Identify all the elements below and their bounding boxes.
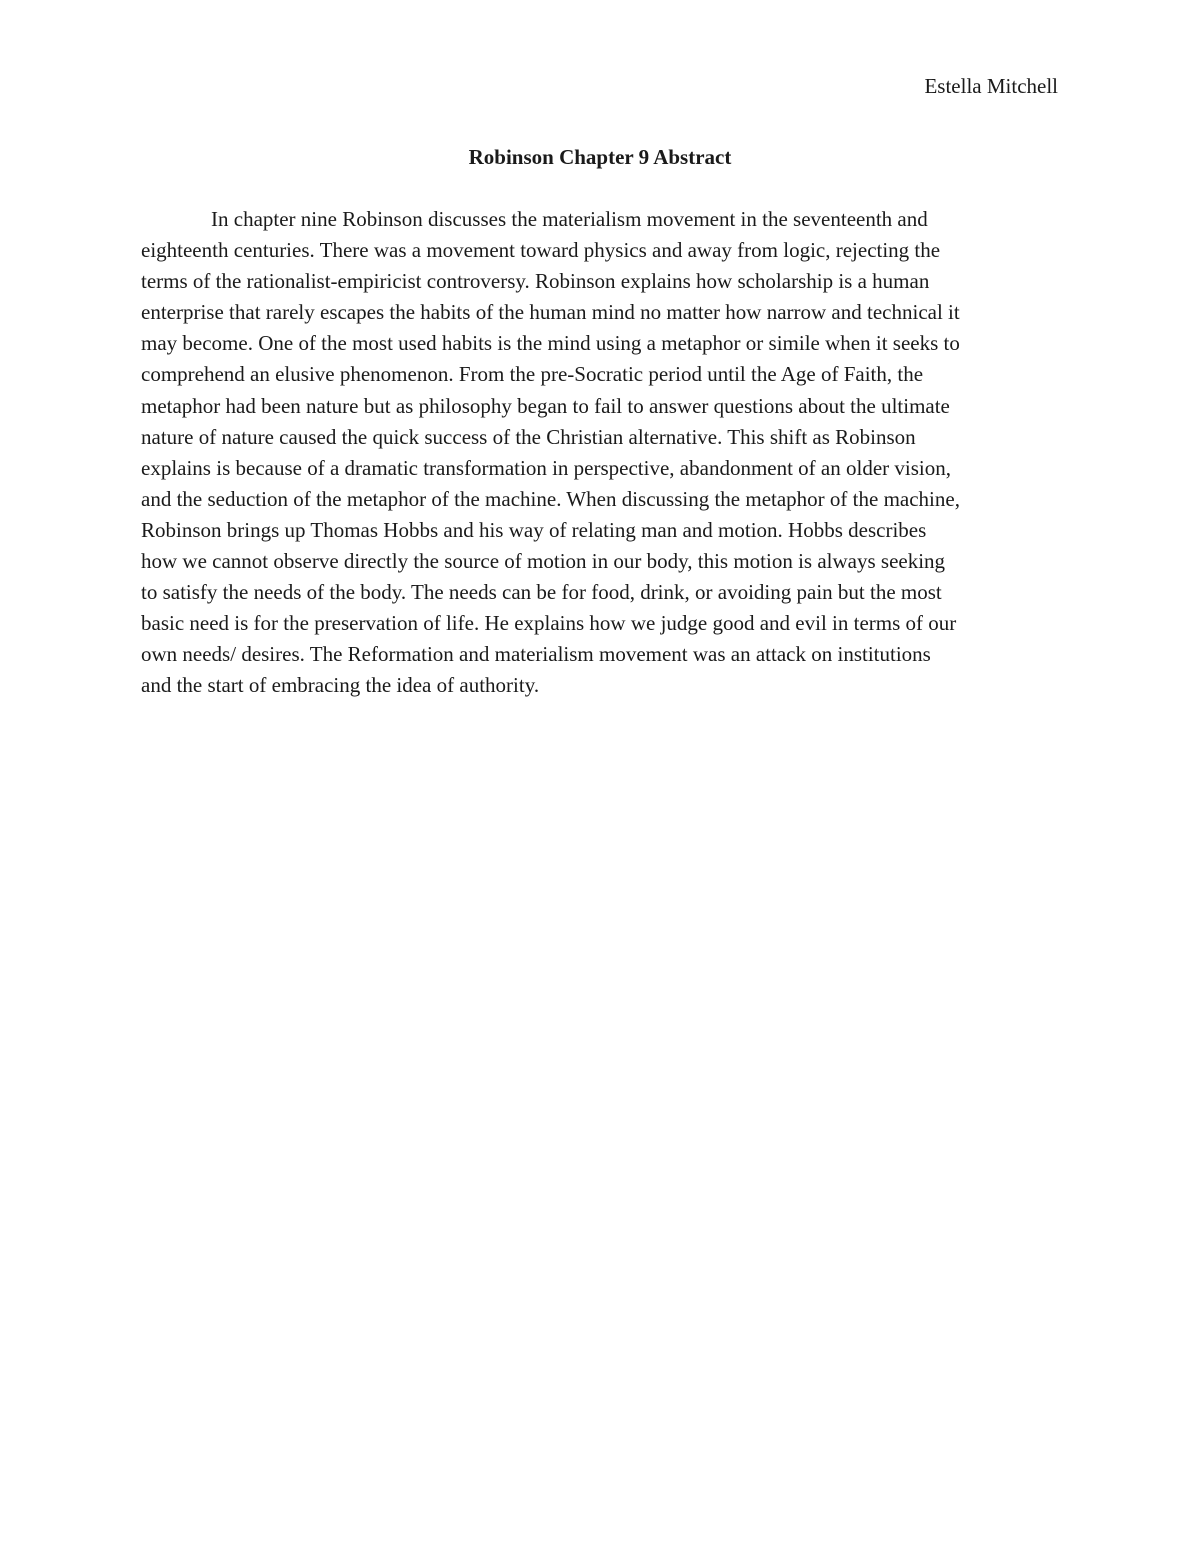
paragraph-line: explains is because of a dramatic transformation in perspective, abandonment of an older vision,: [141, 455, 951, 480]
paragraph-line: eighteenth centuries. There was a movement toward physics and away from logic, rejecting the: [141, 238, 941, 263]
abstract-paragraph: [141, 204, 1071, 702]
paragraph-line: enterprise that rarely escapes the habits of the human mind no matter how narrow and technical it: [141, 300, 960, 325]
paragraph-line: basic need is for the preservation of life. He explains how we judge good and evil in terms of our: [141, 611, 957, 636]
paragraph-line: may become. One of the most used habits is the mind using a metaphor or simile when it seeks to: [141, 331, 960, 356]
paragraph-line: Robinson brings up Thomas Hobbs and his way of relating man and motion. Hobbs describes: [141, 517, 927, 542]
paragraph-line: comprehend an elusive phenomenon. From the pre-Socratic period until the Age of Faith, the: [141, 362, 924, 387]
paragraph-line: and the start of embracing the idea of authority.: [141, 673, 540, 698]
paragraph-line: In chapter nine Robinson discusses the materialism movement in the seventeenth and: [211, 207, 928, 231]
paragraph-line: own needs/ desires. The Reformation and materialism movement was an attack on institutions: [141, 642, 931, 667]
document-title: Robinson Chapter 9 Abstract: [468, 145, 732, 169]
author-name: Estella Mitchell: [924, 74, 1058, 98]
paragraph-line: how we cannot observe directly the source of motion in our body, this motion is always seeking: [141, 549, 946, 574]
paragraph-line: terms of the rationalist-empiricist controversy. Robinson explains how scholarship is a human: [141, 269, 930, 294]
paragraph-line: nature of nature caused the quick success of the Christian alternative. This shift as Robinson: [141, 424, 916, 449]
paragraph-line: and the seduction of the metaphor of the machine. When discussing the metaphor of the machine,: [141, 486, 960, 511]
paragraph-line: to satisfy the needs of the body. The needs can be for food, drink, or avoiding pain but the most: [141, 580, 942, 605]
paragraph-line: metaphor had been nature but as philosophy began to fail to answer questions about the ultimate: [141, 393, 950, 418]
